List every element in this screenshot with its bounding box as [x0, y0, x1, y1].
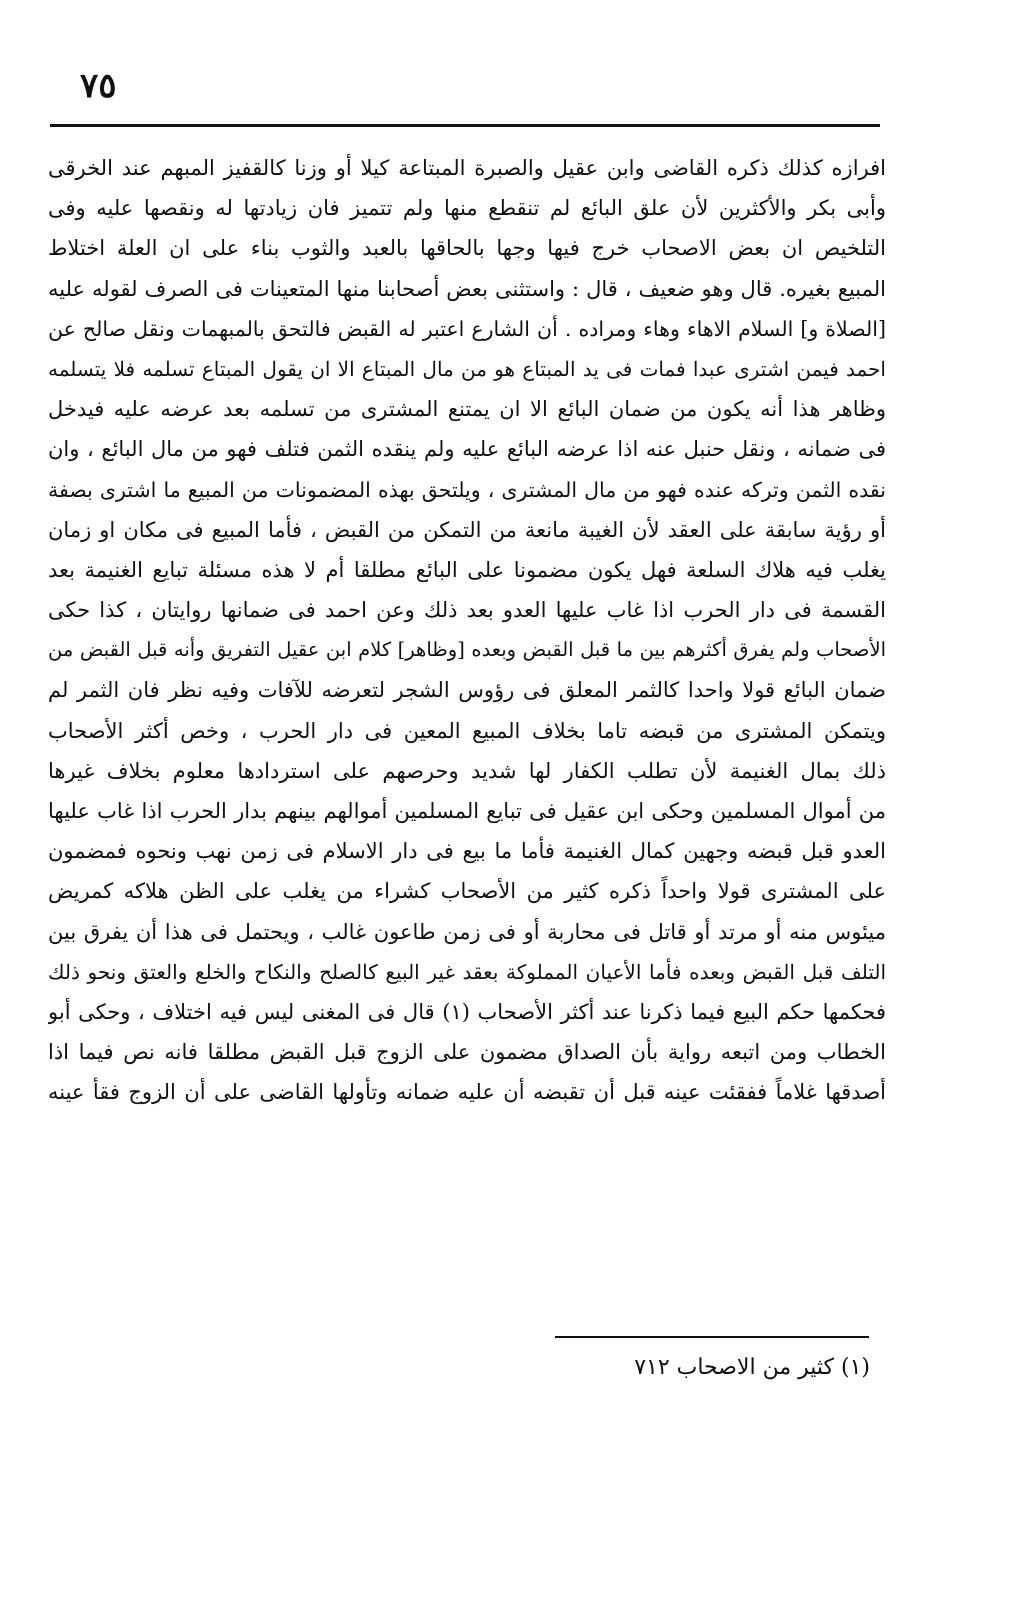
- text-line: على المشترى قولا واحداً ذكره كثير من الأصحاب كشراء من يغلب على الظن هلاكه كمريض: [48, 879, 886, 904]
- text-line: افرازه كذلك ذكره القاضى وابن عقيل والصبرة المبتاعة كيلا أو وزنا كالقفيز المبهم عند الخرقى: [48, 156, 886, 180]
- header-rule: [50, 124, 880, 127]
- page-number: ٧٥: [80, 66, 117, 106]
- text-line: التلف قبل القبض وبعده فأما الأعيان المملوكة بعقد غير البيع كالصلح والنكاح والخلع والعتق ونحو ذلك: [48, 959, 886, 984]
- text-line: ذلك بمال الغنيمة لأن تطلب الكفار لها شديد وحرصهم على استردادها معلوم بخلاف غيرها: [48, 758, 886, 783]
- text-line: فى ضمانه ، ونقل حنبل عنه اذا عرضه البائع عليه ولم ينقده الثمن فتلف فهو من مال البائع ، وان: [48, 437, 886, 462]
- text-line: يغلب فيه هلاك السلعة فهل يكون مضمونا على البائع مطلقا أم لا هذه مسئلة تبايع الغنيمة بعد: [48, 557, 886, 582]
- text-line: نقده الثمن وتركه عنده فهو من مال المشترى ، ويلتحق بهذه المضمونات من المبيع ما اشترى بصفة: [48, 477, 886, 502]
- text-line: [الصلاة و] السلام الاهاء وهاء ومراده . أن الشارع اعتبر له القبض فالتحق بالمبهمات ونقل صالح عن: [48, 316, 886, 341]
- text-line: احمد فيمن اشترى عبدا فمات فى يد المبتاع هو من مال المبتاع الا ان يقول المبتاع تسلمه فلا يتسلمه: [48, 356, 886, 381]
- text-line: أو رؤية سابقة على العقد لأن الغيبة مانعة من التمكن من القبض ، فأما المبيع فى مكان او زمان: [48, 517, 886, 542]
- text-line: وأبى بكر والأكثرين لأن علق البائع لم تنقطع منها ولم تتميز فان زيادتها له ونقصها عليه وفى: [48, 196, 886, 221]
- text-line: فحكمها حكم البيع فيما ذكرنا عند أكثر الأصحاب (١) قال فى المغنى ليس فيه اختلاف ، وحكى أبو: [48, 999, 886, 1024]
- text-line: أصدقها غلاماً ففقئت عينه قبل أن تقبضه أن عليه ضمانه وتأولها القاضى على أن الزوج فقأ عينه: [48, 1080, 886, 1105]
- text-line: الخطاب ومن اتبعه رواية بأن الصداق مضمون على الزوج قبل القبض مطلقا فانه نص فيما اذا: [48, 1040, 886, 1065]
- text-line: الأصحاب ولم يفرق أكثرهم بين ما قبل القبض وبعده [وظاهر] كلام ابن عقيل التفريق وأنه قبل القبض من: [48, 638, 886, 662]
- text-line: التلخيص ان بعض الاصحاب خرج فيها وجها بالحاقها بالعبد والثوب بناء على ان العلة اختلاط: [48, 236, 886, 261]
- footnote: (١) كثير من الاصحاب ٧١٢: [634, 1355, 870, 1380]
- text-line: ميئوس منه أو مرتد أو قاتل فى محاربة أو فى زمن طاعون غالب ، ويحتمل فى هذا أن يفرق بين: [48, 919, 886, 944]
- text-line: العدو قبل قبضه وجهين كمال الغنيمة فأما ما بيع فى دار الاسلام فى زمن نهب ونحوه فمضمون: [48, 839, 886, 864]
- text-line: ويتمكن المشترى من قبضه تاما بخلاف المبيع المعين فى دار الحرب ، وخص أكثر الأصحاب: [48, 718, 886, 743]
- text-line: من أموال المسلمين وحكى ابن عقيل فى تبايع المسلمين أموالهم بينهم بدار الحرب اذا غاب عليها: [48, 799, 886, 823]
- text-line: المبيع بغيره. قال وهو ضعيف ، قال : واستثنى بعض أصحابنا منها المتعينات فى الصرف لقوله عليه: [48, 276, 886, 301]
- body-text: [48, 148, 886, 1113]
- footnote-rule: [555, 1336, 869, 1338]
- text-line: القسمة فى دار الحرب اذا غاب عليها العدو بعد ذلك وعن احمد فى ضمانها روايتان ، كذا حكى: [48, 598, 886, 623]
- text-line: وظاهر هذا أنه يكون من ضمان البائع الا ان يمتنع المشترى من تسلمه بعد عرضه عليه فيدخل: [48, 397, 886, 422]
- text-line: ضمان البائع قولا واحدا كالثمر المعلق فى رؤوس الشجر لتعرضه للآفات وفيه نظر فان الثمر لم: [48, 678, 886, 703]
